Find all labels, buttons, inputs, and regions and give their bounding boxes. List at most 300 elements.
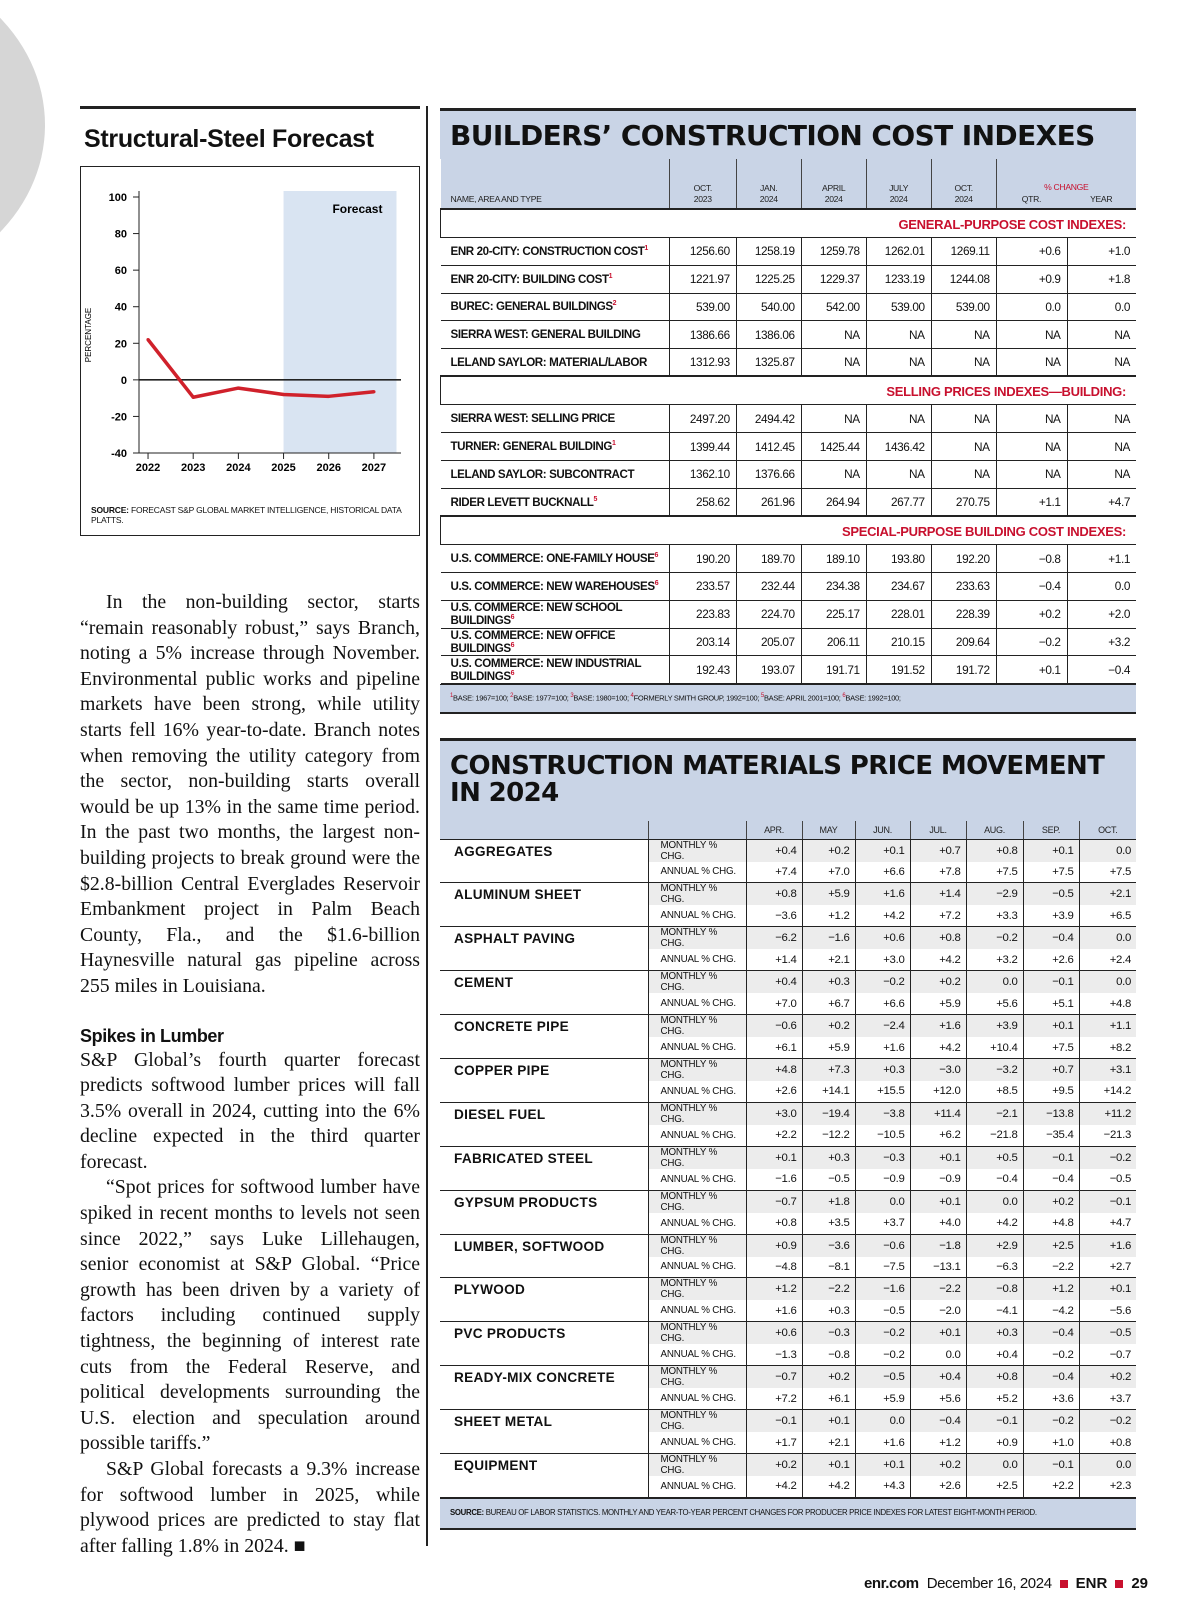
material-name: PVC PRODUCTS [440, 1322, 648, 1366]
bcci-cell: 234.67 [866, 572, 931, 600]
cmpm-month-header: OCT. [1079, 821, 1136, 839]
monthly-cell: +1.6 [855, 883, 910, 906]
monthly-cell: +0.2 [802, 839, 855, 862]
annual-cell: −8.1 [802, 1257, 855, 1278]
annual-cell: +7.0 [802, 862, 855, 883]
annual-cell: −21.8 [966, 1125, 1023, 1146]
bcci-cell: 228.01 [866, 600, 931, 628]
bcci-cell: NA [801, 349, 866, 377]
cmpm-monthly-row [440, 839, 1136, 862]
data-point [282, 393, 285, 396]
monthly-cell: +0.2 [802, 1015, 855, 1038]
annual-cell: +7.4 [746, 862, 802, 883]
bcci-column-header [669, 159, 736, 209]
annual-cell: +1.6 [855, 1037, 910, 1058]
bcci-column-header [866, 159, 931, 209]
footnote-number: 6 [842, 693, 846, 700]
annual-cell: +2.7 [1079, 1257, 1136, 1278]
bcci-cell: +0.6 [996, 238, 1067, 266]
bcci-cell: +0.9 [996, 265, 1067, 293]
bcci-cell: 1362.10 [669, 461, 736, 489]
bcci-cell: 191.72 [931, 656, 996, 684]
monthly-cell: +1.6 [1079, 1234, 1136, 1257]
bcci-cell: 190.20 [669, 545, 736, 573]
article-paragraph: S&P Global’s fourth quarter forecast predicts softwood lumber prices will fall 3.5% overall in 2024, cutting into the 6% decline expected in the third quarter forecast. [80, 1048, 420, 1173]
monthly-cell: −0.5 [1023, 883, 1079, 906]
monthly-cell: −0.2 [966, 927, 1023, 950]
annual-cell: +15.5 [855, 1081, 910, 1102]
data-point [327, 395, 330, 398]
annual-cell: +7.0 [746, 993, 802, 1014]
index-name: U.S. COMMERCE: NEW OFFICE BUILDINGS [450, 628, 616, 655]
material-name: LUMBER, SOFTWOOD [440, 1234, 648, 1278]
monthly-cell: −0.4 [1023, 1322, 1079, 1345]
annual-cell: +2.2 [1023, 1476, 1079, 1497]
bcci-cell: +1.1 [996, 488, 1067, 516]
monthly-cell: −0.6 [855, 1234, 910, 1257]
monthly-cell: 0.0 [1079, 1453, 1136, 1476]
annual-cell: +5.2 [966, 1388, 1023, 1409]
bcci-row [441, 405, 1137, 433]
monthly-cell: −2.1 [966, 1102, 1023, 1125]
annual-cell: +6.7 [802, 993, 855, 1014]
index-name: U.S. COMMERCE: ONE-FAMILY HOUSE [450, 552, 655, 566]
bcci-row-name [441, 265, 670, 293]
annual-cell: −0.4 [966, 1169, 1023, 1190]
monthly-label: MONTHLY % CHG. [648, 1453, 746, 1476]
bcci-row-name [441, 461, 670, 489]
material-name: READY-MIX CONCRETE [440, 1366, 648, 1410]
bcci-cell: 1376.66 [736, 461, 801, 489]
monthly-cell: −0.4 [910, 1410, 966, 1433]
material-name: GYPSUM PRODUCTS [440, 1190, 648, 1234]
bcci-cell: NA [866, 405, 931, 433]
annual-cell: +1.6 [746, 1300, 802, 1321]
bcci-section-title: SELLING PRICES INDEXES—BUILDING: [441, 376, 1137, 405]
cmpm-monthly-row [440, 1234, 1136, 1257]
bcci-cell: 191.71 [801, 656, 866, 684]
bcci-row [441, 545, 1137, 573]
annual-cell: +4.7 [1079, 1213, 1136, 1234]
monthly-cell: +0.5 [966, 1146, 1023, 1169]
article-paragraph: S&P Global forecasts a 9.3% increase for softwood lumber in 2025, while plywood prices are predicted to stay flat after falling 1.8% in 2024. ■ [80, 1458, 420, 1557]
bcci-cell: 192.20 [931, 545, 996, 573]
annual-cell: −0.5 [1079, 1169, 1136, 1190]
monthly-cell: 0.0 [1079, 971, 1136, 994]
bcci-cell: 1386.06 [736, 321, 801, 349]
annual-cell: +0.8 [746, 1213, 802, 1234]
monthly-label: MONTHLY % CHG. [648, 1322, 746, 1345]
y-tick-label: 60 [114, 265, 127, 278]
monthly-cell: −6.2 [746, 927, 802, 950]
bcci-section-row [441, 376, 1137, 405]
bcci-cell: 225.17 [801, 600, 866, 628]
monthly-cell: +2.1 [1079, 883, 1136, 906]
cmpm-source-label: SOURCE: [450, 1507, 484, 1517]
bcci-row-name [441, 628, 670, 656]
material-name: CONCRETE PIPE [440, 1015, 648, 1059]
decorative-arc [0, 0, 45, 290]
annual-label: ANNUAL % CHG. [648, 1432, 746, 1453]
monthly-label: MONTHLY % CHG. [648, 1366, 746, 1389]
footer-site: enr.com [863, 1575, 919, 1592]
annual-cell: −35.4 [1023, 1125, 1079, 1146]
footer-square-icon [1115, 1580, 1123, 1588]
annual-cell: +6.2 [910, 1125, 966, 1146]
annual-cell: +14.1 [802, 1081, 855, 1102]
bcci-row-name [441, 433, 670, 461]
bcci-column-header [801, 159, 866, 209]
y-tick-label: 0 [120, 374, 127, 387]
monthly-cell: −0.1 [1023, 1146, 1079, 1169]
bcci-cell: 193.07 [736, 656, 801, 684]
footnote-text: BASE: APRIL 2001=100; [763, 693, 843, 703]
monthly-cell: +0.8 [746, 883, 802, 906]
footnote-text: FORMERLY SMITH GROUP, 1992=100; [633, 693, 761, 703]
monthly-cell: −0.2 [855, 971, 910, 994]
annual-cell: +1.0 [1023, 1432, 1079, 1453]
forecast-band [284, 191, 397, 453]
annual-cell: +6.5 [1079, 905, 1136, 926]
bcci-cell: NA [996, 405, 1067, 433]
annual-cell: +3.9 [1023, 905, 1079, 926]
article-subheading: Spikes in Lumber [80, 1025, 224, 1046]
annual-cell: −5.6 [1079, 1300, 1136, 1321]
bcci-row [441, 349, 1137, 377]
bcci-cell: −0.4 [996, 572, 1067, 600]
bcci-section-row [441, 209, 1137, 238]
footnote-number: 5 [760, 693, 764, 700]
annual-cell: +7.8 [910, 862, 966, 883]
footnote-ref: 5 [593, 495, 597, 503]
footnote-ref: 6 [654, 580, 659, 587]
material-name: ALUMINUM SHEET [440, 883, 648, 927]
monthly-cell: +0.3 [802, 1146, 855, 1169]
annual-label: ANNUAL % CHG. [648, 1300, 746, 1321]
cmpm-month-header: SEP. [1023, 821, 1079, 839]
bcci-cell: 1258.19 [736, 238, 801, 266]
footnote-ref: 1 [608, 272, 613, 280]
bcci-cell: 189.10 [801, 545, 866, 573]
index-name: TURNER: GENERAL BUILDING [450, 440, 613, 454]
data-point [146, 338, 149, 341]
annual-cell: +9.5 [1023, 1081, 1079, 1102]
annual-label: ANNUAL % CHG. [648, 1213, 746, 1234]
bcci-cell: 1412.45 [736, 433, 801, 461]
footnote-text: BASE: 1992=100; [845, 693, 901, 703]
bcci-cell: 1259.78 [801, 238, 866, 266]
footer-date: December 16, 2024 [926, 1575, 1052, 1592]
bcci-cell: 233.57 [669, 572, 736, 600]
annual-cell: −1.6 [746, 1169, 802, 1190]
bcci-cell: 191.52 [866, 656, 931, 684]
annual-cell: −0.2 [855, 1344, 910, 1365]
bcci-cell: +1.8 [1067, 265, 1136, 293]
annual-cell: +10.4 [966, 1037, 1023, 1058]
monthly-cell: +0.2 [746, 1453, 802, 1476]
monthly-cell: −0.6 [746, 1015, 802, 1038]
bcci-cell: +0.1 [996, 656, 1067, 684]
monthly-cell: −3.0 [910, 1058, 966, 1081]
monthly-cell: +0.2 [910, 1453, 966, 1476]
bcci-name-header: NAME, AREA AND TYPE [441, 159, 670, 209]
bcci-cell: 203.14 [669, 628, 736, 656]
footer-brand: ENR [1075, 1575, 1108, 1592]
annual-cell: +4.8 [1079, 993, 1136, 1014]
annual-cell: +7.5 [1023, 862, 1079, 883]
annual-cell: +7.2 [746, 1388, 802, 1409]
bcci-cell: 540.00 [736, 293, 801, 321]
bcci-cell: NA [1067, 461, 1136, 489]
bcci-cell: 224.70 [736, 600, 801, 628]
data-point [237, 386, 240, 389]
annual-cell: +4.3 [855, 1476, 910, 1497]
monthly-cell: +5.9 [802, 883, 855, 906]
column-year: 2024 [759, 194, 778, 204]
bcci-row-name [441, 600, 670, 628]
cmpm-monthly-row [440, 1058, 1136, 1081]
annual-cell: −13.1 [910, 1257, 966, 1278]
monthly-cell: +0.6 [855, 927, 910, 950]
annual-cell: +5.1 [1023, 993, 1079, 1014]
annual-cell: +0.9 [966, 1432, 1023, 1453]
annual-cell: +3.7 [1079, 1388, 1136, 1409]
cmpm-grid [440, 821, 1136, 1498]
monthly-cell: +0.1 [746, 1146, 802, 1169]
monthly-cell: −19.4 [802, 1102, 855, 1125]
bcci-cell: 261.96 [736, 488, 801, 516]
annual-cell: +2.5 [966, 1476, 1023, 1497]
annual-cell: +7.5 [1079, 862, 1136, 883]
monthly-cell: +0.8 [910, 927, 966, 950]
monthly-cell: 0.0 [966, 1190, 1023, 1213]
bcci-cell: 267.77 [866, 488, 931, 516]
annual-cell: +2.6 [910, 1476, 966, 1497]
bcci-row-name [441, 545, 670, 573]
bcci-cell: 1233.19 [866, 265, 931, 293]
bcci-cell: NA [866, 461, 931, 489]
index-name: SIERRA WEST: GENERAL BUILDING [450, 328, 641, 342]
y-tick-label: 20 [114, 338, 127, 351]
bcci-cell: +3.2 [1067, 628, 1136, 656]
bcci-cell: 1229.37 [801, 265, 866, 293]
steel-forecast-title: Structural-Steel Forecast [84, 125, 374, 153]
annual-cell: +5.9 [910, 993, 966, 1014]
bcci-cell: 0.0 [1067, 293, 1136, 321]
monthly-cell: +1.4 [910, 883, 966, 906]
bcci-cell: −0.2 [996, 628, 1067, 656]
bcci-cell: NA [996, 461, 1067, 489]
monthly-cell: +0.4 [746, 971, 802, 994]
cmpm-monthly-row [440, 1102, 1136, 1125]
annual-cell: +3.5 [802, 1213, 855, 1234]
bcci-cell: 228.39 [931, 600, 996, 628]
index-name: ENR 20-CITY: BUILDING COST [450, 272, 609, 286]
monthly-cell: +0.3 [855, 1058, 910, 1081]
bcci-row-name [441, 488, 670, 516]
bcci-cell: 233.63 [931, 572, 996, 600]
bcci-cell: NA [801, 321, 866, 349]
annual-cell: −4.2 [1023, 1300, 1079, 1321]
bcci-cell: NA [931, 433, 996, 461]
cmpm-monthly-row [440, 1015, 1136, 1038]
bcci-row [441, 321, 1137, 349]
bcci-cell: 2494.42 [736, 405, 801, 433]
annual-cell: −0.2 [1023, 1344, 1079, 1365]
pct-subheader: YEAR [1090, 194, 1113, 204]
monthly-cell: +4.8 [746, 1058, 802, 1081]
y-axis-label: PERCENTAGE [84, 307, 93, 363]
bcci-cell: 1399.44 [669, 433, 736, 461]
monthly-cell: −2.9 [966, 883, 1023, 906]
bcci-cell: 206.11 [801, 628, 866, 656]
monthly-cell: +11.2 [1079, 1102, 1136, 1125]
annual-cell: +5.9 [802, 1037, 855, 1058]
bcci-row-name [441, 405, 670, 433]
monthly-cell: −0.1 [1023, 1453, 1079, 1476]
monthly-cell: +0.2 [1023, 1190, 1079, 1213]
cmpm-monthly-row [440, 1146, 1136, 1169]
bcci-cell: NA [931, 349, 996, 377]
monthly-cell: −1.6 [802, 927, 855, 950]
bcci-cell: 1244.08 [931, 265, 996, 293]
bcci-cell: 209.64 [931, 628, 996, 656]
annual-cell: +5.9 [855, 1388, 910, 1409]
annual-label: ANNUAL % CHG. [648, 1344, 746, 1365]
annual-cell: +0.4 [966, 1344, 1023, 1365]
column-month: JULY [889, 183, 909, 193]
bcci-cell: −0.4 [1067, 656, 1136, 684]
monthly-label: MONTHLY % CHG. [648, 1278, 746, 1301]
bcci-footnotes [440, 684, 1136, 712]
bcci-cell: 1256.60 [669, 238, 736, 266]
x-tick-label: 2024 [226, 462, 251, 474]
cmpm-blank-header [648, 821, 746, 839]
annual-cell: −0.7 [1079, 1344, 1136, 1365]
bcci-cell: NA [801, 461, 866, 489]
material-name: ASPHALT PAVING [440, 927, 648, 971]
footnote-text: BASE: 1967=100; [453, 693, 511, 703]
x-tick-label: 2022 [135, 462, 161, 474]
index-name: U.S. COMMERCE: NEW WAREHOUSES [450, 579, 655, 593]
annual-cell: −4.1 [966, 1300, 1023, 1321]
bcci-cell: +4.7 [1067, 488, 1136, 516]
monthly-cell: −1.6 [855, 1278, 910, 1301]
bcci-cell: NA [996, 349, 1067, 377]
annual-cell: +4.2 [802, 1476, 855, 1497]
annual-label: ANNUAL % CHG. [648, 1476, 746, 1497]
cmpm-header-row [440, 821, 1136, 839]
bcci-cell: +1.1 [1067, 545, 1136, 573]
bcci-cell: 1262.01 [866, 238, 931, 266]
bcci-cell: NA [866, 321, 931, 349]
footnote-ref: 1 [612, 440, 616, 448]
monthly-cell: +0.1 [910, 1322, 966, 1345]
annual-cell: +8.5 [966, 1081, 1023, 1102]
monthly-cell: +0.6 [746, 1322, 802, 1345]
article-body [80, 590, 420, 1559]
annual-cell: −0.8 [802, 1344, 855, 1365]
cmpm-monthly-row [440, 1190, 1136, 1213]
monthly-label: MONTHLY % CHG. [648, 1410, 746, 1433]
annual-cell: +0.8 [1079, 1432, 1136, 1453]
cmpm-month-header: APR. [746, 821, 802, 839]
annual-cell: +4.2 [746, 1476, 802, 1497]
bcci-cell: NA [801, 405, 866, 433]
column-month: APRIL [822, 183, 846, 193]
bcci-row [441, 265, 1137, 293]
monthly-cell: +0.3 [966, 1322, 1023, 1345]
index-name: U.S. COMMERCE: NEW INDUSTRIAL BUILDINGS [450, 656, 641, 683]
bcci-row [441, 600, 1137, 628]
annual-cell: +4.2 [855, 905, 910, 926]
annual-cell: +8.2 [1079, 1037, 1136, 1058]
annual-cell: +1.2 [910, 1432, 966, 1453]
annual-cell: +2.3 [1079, 1476, 1136, 1497]
column-year: 2023 [693, 194, 712, 204]
bcci-cell: NA [1067, 321, 1136, 349]
annual-cell: +2.6 [746, 1081, 802, 1102]
monthly-cell: +2.9 [966, 1234, 1023, 1257]
footnote-ref: 6 [510, 614, 515, 622]
column-month: OCT. [954, 183, 973, 193]
page-footer [864, 1575, 1148, 1592]
monthly-cell: 0.0 [855, 1410, 910, 1433]
monthly-cell: −3.8 [855, 1102, 910, 1125]
bcci-cell: NA [996, 433, 1067, 461]
monthly-cell: −0.5 [855, 1366, 910, 1389]
annual-cell: +6.6 [855, 862, 910, 883]
bcci-row [441, 628, 1137, 656]
steel-chart-svg [81, 167, 421, 537]
bcci-cell: 1436.42 [866, 433, 931, 461]
index-name: SIERRA WEST: SELLING PRICE [450, 412, 615, 426]
monthly-cell: 0.0 [855, 1190, 910, 1213]
cmpm-monthly-row [440, 1322, 1136, 1345]
material-name: EQUIPMENT [440, 1453, 648, 1497]
steel-forecast-chart [80, 166, 420, 536]
y-tick-label: -20 [111, 411, 127, 424]
monthly-cell: +2.5 [1023, 1234, 1079, 1257]
annual-cell: +2.1 [802, 1432, 855, 1453]
monthly-cell: +0.1 [855, 1453, 910, 1476]
annual-label: ANNUAL % CHG. [648, 1037, 746, 1058]
annual-cell: −7.5 [855, 1257, 910, 1278]
monthly-cell: 0.0 [966, 971, 1023, 994]
bcci-title: BUILDERS’ CONSTRUCTION COST INDEXES [440, 111, 1136, 159]
bcci-cell: 189.70 [736, 545, 801, 573]
bcci-cell: 264.94 [801, 488, 866, 516]
monthly-cell: −0.1 [966, 1410, 1023, 1433]
bcci-cell: 1386.66 [669, 321, 736, 349]
y-tick-label: 40 [114, 301, 127, 314]
bcci-row-name [441, 321, 670, 349]
bcci-cell: 1269.11 [931, 238, 996, 266]
monthly-label: MONTHLY % CHG. [648, 1190, 746, 1213]
material-name: CEMENT [440, 971, 648, 1015]
bcci-cell: NA [996, 321, 1067, 349]
monthly-cell: +0.1 [1023, 839, 1079, 862]
annual-label: ANNUAL % CHG. [648, 1081, 746, 1102]
annual-cell: −21.3 [1079, 1125, 1136, 1146]
monthly-cell: +0.2 [910, 971, 966, 994]
monthly-label: MONTHLY % CHG. [648, 1102, 746, 1125]
annual-cell: −1.3 [746, 1344, 802, 1365]
monthly-cell: −0.8 [966, 1278, 1023, 1301]
bcci-cell: 539.00 [669, 293, 736, 321]
bcci-cell: +0.2 [996, 600, 1067, 628]
annual-cell: +3.7 [855, 1213, 910, 1234]
